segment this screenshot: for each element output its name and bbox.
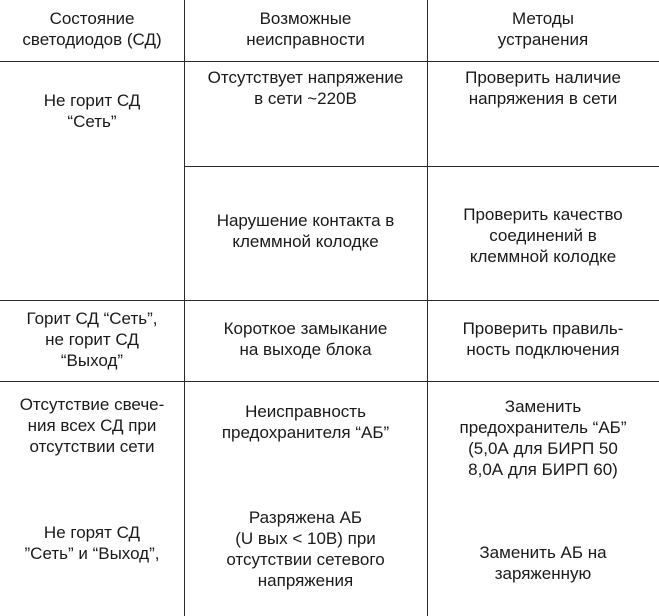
row-divider-inner [184,166,659,167]
row1-state: Не горит СД “Сеть” [43,91,141,131]
row4-fault: Неисправность предохранителя “АБ” [221,402,390,442]
header-state: Состояние светодиодов (СД) [22,9,162,49]
row4-state: Отсутствие свече- ния всех СД при отсутствии сети [19,395,165,456]
row3-remedy: Проверить правиль- ность подключения [462,319,624,359]
row3-state: Горит СД “Сеть”, не горит СД “Выход” [26,309,158,370]
row-divider-3 [0,381,659,382]
row1-remedy: Проверить наличие напряжения в сети [465,68,621,108]
row3-fault: Короткое замыкание на выходе блока [223,319,388,359]
row-divider-2 [0,300,659,301]
row5-fault: Разряжена АБ (U вых < 10В) при отсутствии сетевого напряжения [226,508,385,590]
header-faults: Возможные неисправности [246,9,365,49]
row5-state: Не горят СД ”Сеть” и “Выход”, [24,523,160,563]
header-remedies: Методы устранения [497,9,589,49]
row4-remedy: Заменить предохранитель “АБ” (5,0А для БИРП 50 8,0А для БИРП 60) [459,397,627,479]
row5-remedy: Заменить АБ на заряженную [479,543,607,583]
row2-fault: Нарушение контакта в клеммной колодке [216,211,395,251]
row1-fault: Отсутствует напряжение в сети ~220В [207,68,404,108]
header-bottom-border [0,61,659,62]
row2-remedy: Проверить качество соединений в клеммной колодке [463,205,623,266]
